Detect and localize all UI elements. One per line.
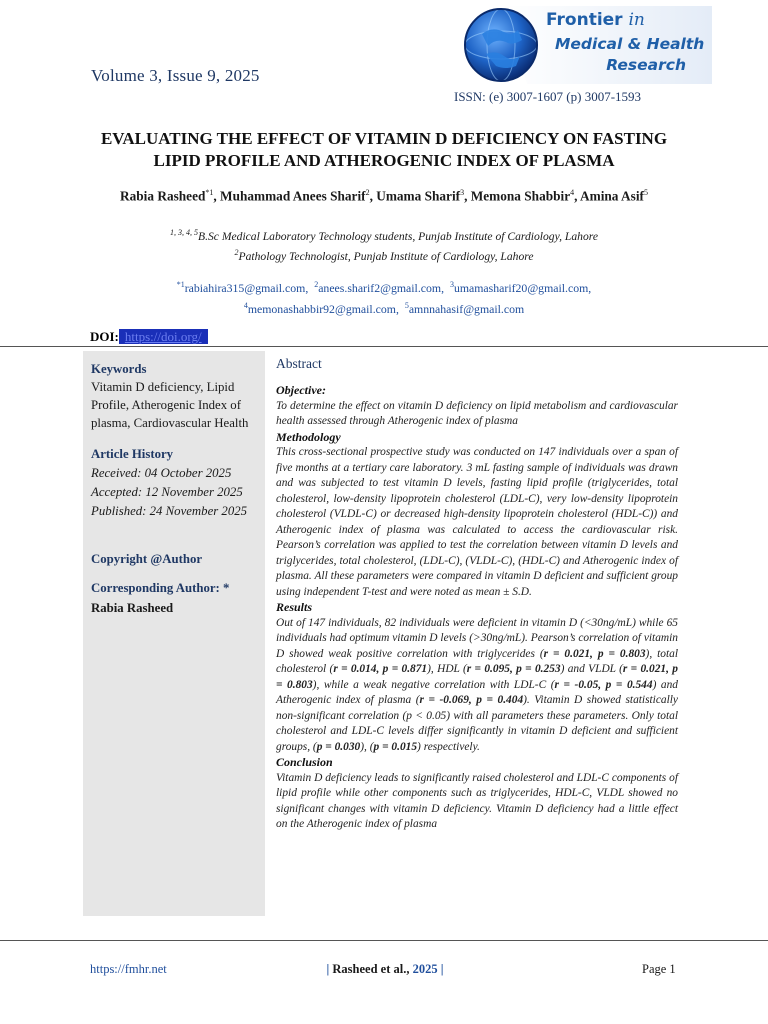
received-date: Received: 04 October 2025 — [91, 466, 232, 480]
email-link[interactable]: rabiahira315@gmail.com, — [184, 280, 309, 295]
globe-icon — [462, 6, 540, 84]
conclusion-text: Vitamin D deficiency leads to significantly raised cholesterol and LDL-C components of lipid profile while other components such as triglycerides, HDL-C, VLDL showed no significant changes with vitamin D deficiency. Vitamin D deficiency had a little effect on the Atherogenic index of plasma — [276, 771, 678, 830]
volume-issue: Volume 3, Issue 9, 2025 — [91, 66, 260, 85]
email-row: $^4$memonashabbir92@gmail.com, $^5$amnnahasif@gmail.com — [243, 300, 525, 316]
doi-label: DOI: — [90, 329, 119, 344]
email-link[interactable]: anees.sharif2@gmail.com, — [318, 280, 445, 295]
methodology-heading: Methodology — [276, 429, 341, 444]
author: Umama Sharif — [376, 188, 461, 204]
copyright: Copyright @Author — [91, 552, 203, 566]
objective-heading: Objective: — [276, 383, 326, 397]
corresponding-author-name: Rabia Rasheed — [91, 601, 174, 615]
abstract-body — [276, 383, 678, 833]
accepted-date: Accepted: 12 November 2025 — [91, 485, 243, 499]
corresponding-author-heading: Corresponding Author: * — [91, 581, 230, 595]
email-link[interactable]: memonashabbir92@gmail.com, — [247, 301, 399, 316]
author: Amina Asif — [580, 188, 644, 204]
keywords-text: Vitamin D deficiency, Lipid Profile, Atherogenic Index of plasma, Cardiovascular Health — [91, 380, 249, 430]
logo-line-1: Frontier in — [546, 10, 645, 30]
journal-logo — [462, 6, 714, 84]
author: Memona Shabbir — [470, 188, 571, 204]
affiliation: $^{1, 3, 4, 5}$B.Sc Medical Laboratory Technology students, Punjab Institute of Cardiology, Lahore — [170, 228, 598, 243]
published-date: Published: 24 November 2025 — [91, 504, 248, 518]
author-emails — [60, 276, 708, 318]
email-link[interactable]: umamasharif20@gmail.com, — [453, 280, 592, 295]
logo-line-2: Medical & Health — [555, 35, 705, 53]
article-info-sidebar — [83, 351, 265, 916]
author: Muhammad Anees Sharif — [220, 188, 366, 204]
title-line-1: EVALUATING THE EFFECT OF VITAMIN D DEFICIENCY ON FASTING — [100, 129, 668, 148]
doi-link[interactable]: https://doi.org/ — [119, 329, 208, 344]
doi-line — [90, 329, 208, 345]
journal-url[interactable]: https://fmhr.net — [90, 962, 167, 976]
title-line-2: LIPID PROFILE AND ATHEROGENIC INDEX OF PLASMA — [153, 151, 615, 170]
affiliation: $^2$Pathology Technologist, Punjab Institute of Cardiology, Lahore — [234, 247, 534, 263]
objective-text: To determine the effect on vitamin D deficiency on lipid metabolism and cardiovascular health assessed through Atherogenic index of plasma — [276, 399, 678, 427]
email-row: $^{*1}$rabiahira315@gmail.com, $^2$anees.sharif2@gmail.com, $^3$umamasharif20@gmail.com, — [176, 280, 592, 295]
results-heading: Results — [276, 600, 313, 614]
page-number: Page 1 — [642, 962, 676, 976]
abstract-heading: Abstract — [276, 356, 322, 371]
author-list: Rabia Rasheed$^{*1}$, Muhammad Anees Sharif$^2$, Umama Sharif$^3$, Memona Shabbir$^4$, Amina Asif$^5$ — [120, 188, 648, 204]
logo-line-3: Research — [606, 56, 686, 74]
paper-title — [60, 128, 708, 172]
methodology-text: This cross-sectional prospective study was conducted on 147 individuals over a span of five months at a tertiary care laboratory. 3 mL fasting sample of individuals was drawn and was subjected to test vitamin D levels, fasting lipid profile (triglycerides, total cholesterol, low-density lipoprotein cholesterol (LDL-C), very low-density lipoprotein cholesterol (VLDL-C) or decreased high-density lipoprotein cholesterol (HDL-C)) and Atherogenic index of plasma was calculated to access the cardiovascular risk. Pearson’s correlation was applied to test the correlation between vitamin D levels and triglycerides, total cholesterol, (LDL-C), (VLDL-C), (HDL-C) and Atherogenic index of plasma. All these parameters were compared in vitamin D deficient and sufficient group using independent T-test and were noted as mean ± S.D. — [276, 446, 678, 598]
issn: ISSN: (e) 3007-1607 (p) 3007-1593 — [454, 89, 642, 104]
divider — [0, 346, 768, 347]
article-history — [91, 464, 261, 521]
affiliations — [60, 225, 708, 265]
author: Rabia Rasheed — [120, 188, 206, 204]
footer-citation: | Rasheed et al., 2025 | — [326, 962, 444, 976]
footer-divider — [0, 940, 768, 941]
email-link[interactable]: amnnahasif@gmail.com — [408, 301, 525, 316]
article-history-heading: Article History — [91, 447, 174, 461]
keywords-heading: Keywords — [91, 362, 147, 376]
results-text: Out of 147 individuals, 82 individuals were deficient in vitamin D (<30ng/mL) while 65 individuals had optimum vitamin D levels (>30ng/mL). Pearson’s correlation of vitamin D showed weak positive correlation with triglycerides (r = 0.021, p = 0.803), total cholesterol (r = 0.014, p = 0.871), HDL (r = 0.095, p = 0.253) and VLDL (r = 0.021, p = 0.803), while a weak negative correlation with LDL-C (r = -0.05, p = 0.544) and Atherogenic index of plasma (r = -0.069, p = 0.404). Vitamin D showed statistically non-significant correlation (p < 0.05) with all parameters these parameters. Only total cholesterol and LDL-C levels differ significantly in vitamin D deficient and sufficient groups, (p = 0.030), (p = 0.015) respectively. — [276, 616, 678, 753]
conclusion-heading: Conclusion — [276, 755, 333, 769]
